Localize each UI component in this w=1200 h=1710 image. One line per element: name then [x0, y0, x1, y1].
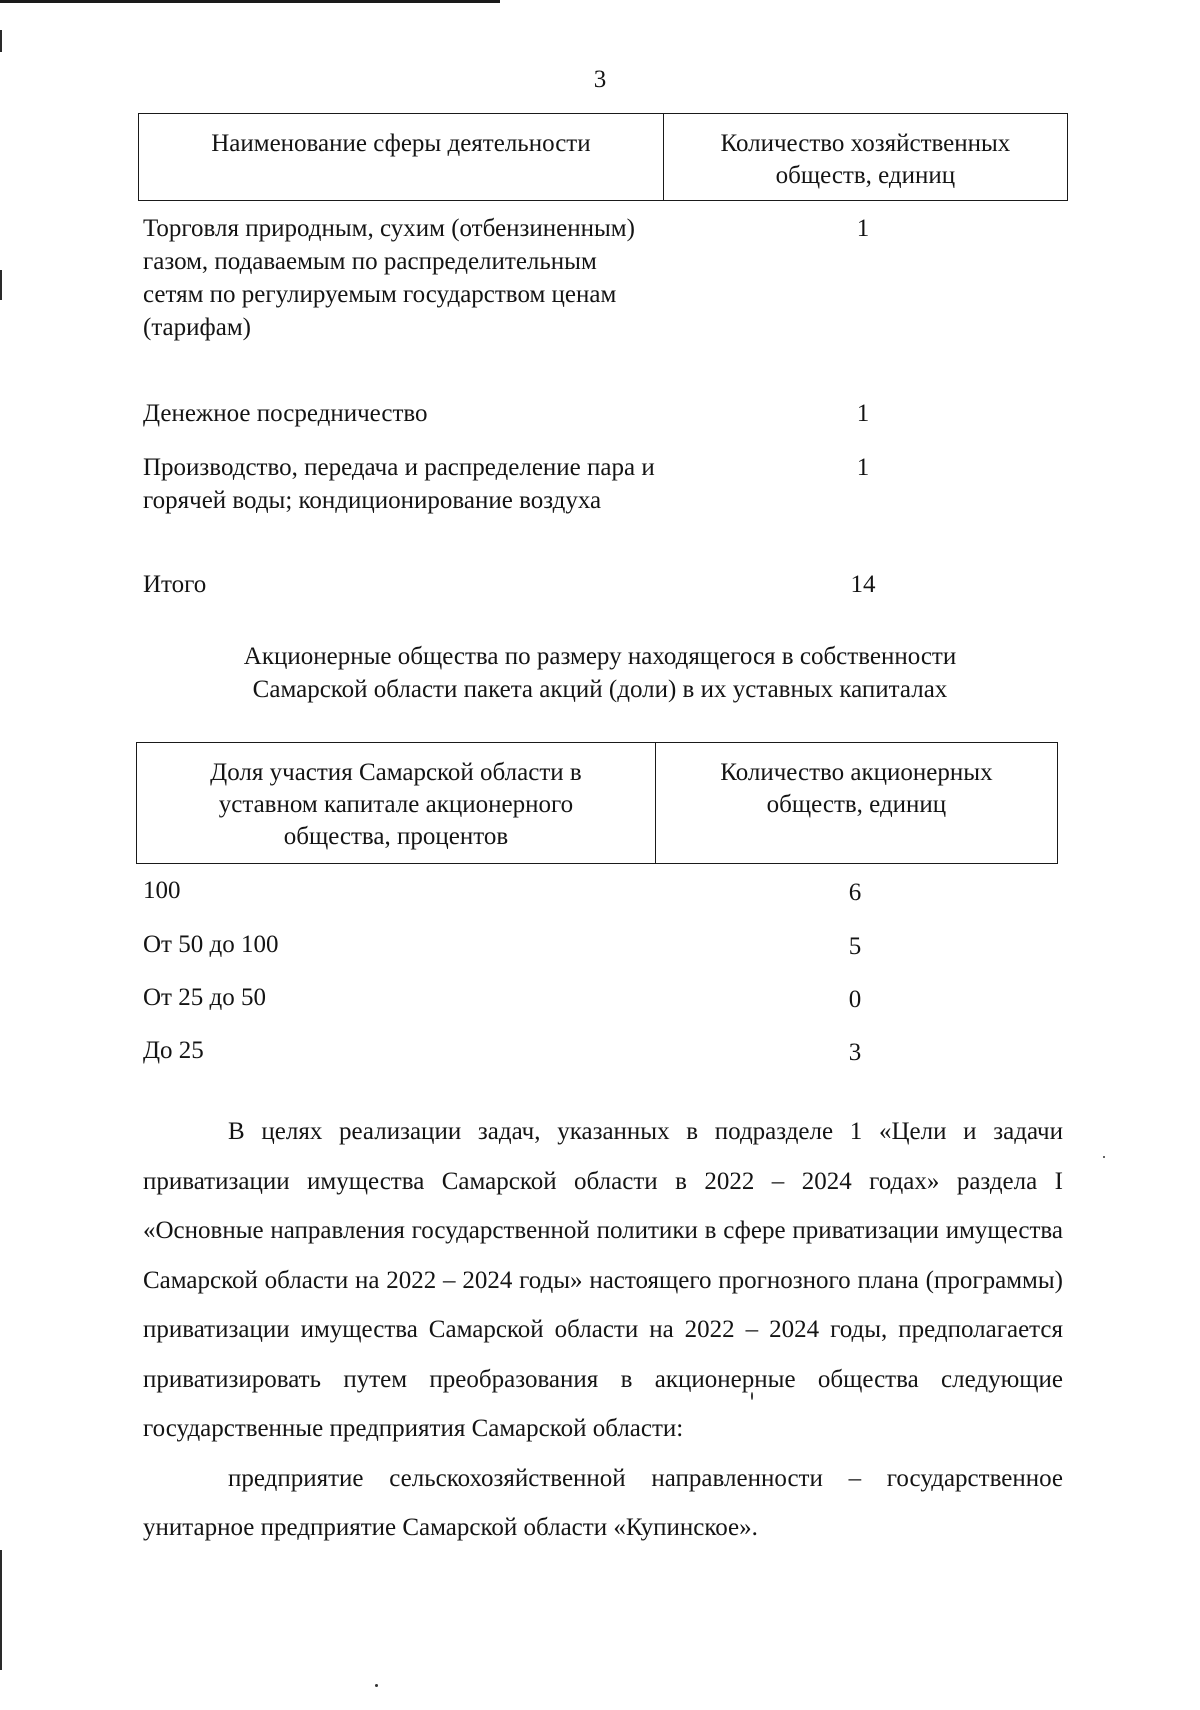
scan-edge-line [0, 0, 500, 3]
scan-edge-mark [0, 1550, 2, 1670]
table2-row-value: 6 [848, 879, 862, 906]
table1-header-col2: Количество хозяйственных обществ, единиц [663, 114, 1067, 200]
table2-row-value: 5 [848, 933, 862, 960]
body-paragraph [143, 1107, 1063, 1553]
table1-total-value: 14 [850, 571, 876, 598]
scan-speck [1103, 1156, 1105, 1158]
table1-row-value: 1 [856, 215, 870, 242]
table1-row-value: 1 [856, 454, 870, 481]
table2-header [136, 742, 1058, 864]
scan-speck [751, 1392, 753, 1400]
caption-line: Самарской области пакета акций (доли) в их уставных капиталах [252, 676, 948, 703]
table2-row-label: От 25 до 50 [143, 984, 266, 1011]
table1-header [138, 113, 1068, 201]
paragraph-2: предприятие сельскохозяйственной направленности – государственное унитарное предприятие Самарской области «Купинское». [143, 1464, 1063, 1541]
paragraph-text [143, 1107, 1063, 1454]
table2-row-label: От 50 до 100 [143, 931, 279, 958]
caption-line: Акционерные общества по размеру находящегося в собственности [243, 643, 957, 670]
table1-header-col1: Наименование сферы деятельности [211, 130, 591, 157]
table1-row-label: Производство, передача и распределение пара и горячей воды; кондиционирование воздуха [143, 454, 655, 514]
paragraph-1: В целях реализации задач, указанных в подразделе 1 «Цели и задачи приватизации имущества Самарской области в 2022 – 2024 годах» раздела I «Основные направления государственной политики в сфере приватизации имущества Самарской области на 2022 – 2024 годы» настоящего прогнозного плана (программы) приватизации имущества Самарской области на 2022 – 2024 годы, предполагается приватизировать путем преобразования в акционерные общества следующие государственные предприятия Самарской области: [143, 1118, 1063, 1442]
table1-total-label: Итого [143, 571, 207, 598]
scan-edge-mark [0, 270, 2, 300]
table2-row-label: 100 [143, 877, 181, 904]
table2-row-value: 0 [848, 986, 862, 1013]
page-number: 3 [593, 66, 607, 93]
table2-caption [120, 640, 1080, 706]
paragraph-text [143, 1454, 1063, 1553]
scan-edge-mark [0, 30, 2, 52]
table2-row-value: 3 [848, 1039, 862, 1066]
table1-row-label: Торговля природным, сухим (отбензиненным) газом, подаваемым по распределительным сетям по регулируемым государством ценам (тарифам) [143, 215, 635, 341]
table2-row-label: До 25 [143, 1037, 204, 1064]
table1-row-label: Денежное посредничество [143, 400, 428, 427]
table2-header-col1: Доля участия Самарской области в уставном капитале акционерного общества, процентов [210, 759, 582, 850]
scan-speck [375, 1684, 378, 1687]
table1-row-value: 1 [856, 400, 870, 427]
table2-header-col2: Количество акционерных обществ, единиц [655, 743, 1057, 863]
